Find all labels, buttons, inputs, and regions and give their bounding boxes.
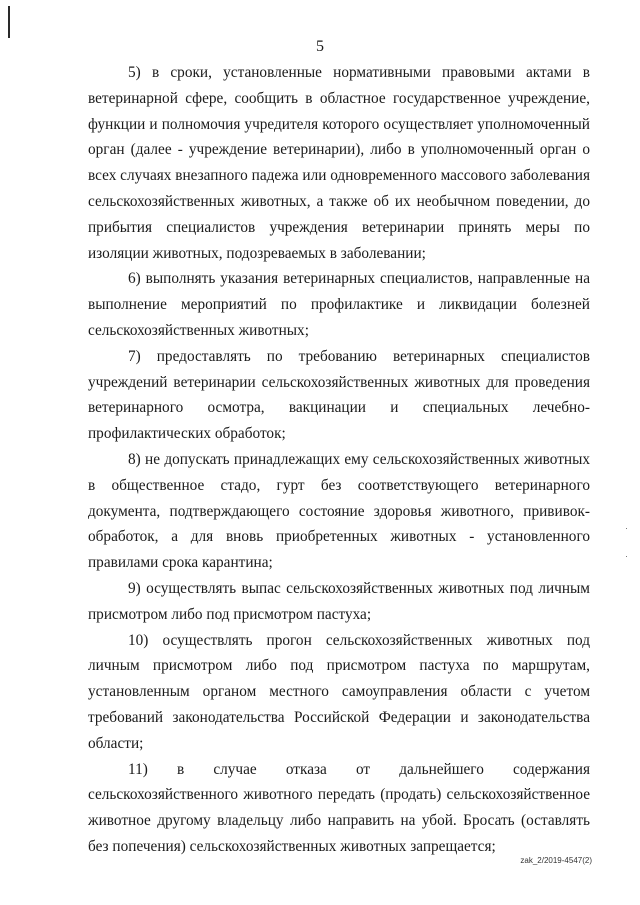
scan-speck — [626, 528, 627, 529]
scan-edge-mark — [8, 6, 10, 38]
clause-10: 10) осуществлять прогон сельскохозяйственных животных под личным присмотром либо под присмотром пастуха по маршрутам, установленным органом местного самоуправления области с учетом требований законодательства Российской Федерации и законодательства области; — [88, 631, 590, 752]
document-body — [88, 60, 590, 860]
clause-6: 6) выполнять указания ветеринарных специалистов, направленные на выполнение мероприятий по профилактике и ликвидации болезней сельскохозяйственных животных; — [88, 270, 590, 339]
clause-11: 11) в случае отказа от дальнейшего содержания сельскохозяйственного животного передать (продать) сельскохозяйственное животное другому владельцу либо направить на убой. Бросать (оставлять без попечения) сельскохозяйственных животных запрещается; — [88, 760, 590, 855]
page-number: 5 — [316, 38, 324, 55]
scan-speck — [626, 556, 627, 557]
clause-7: 7) предоставлять по требованию ветеринарных специалистов учреждений ветеринарии сельскохозяйственных животных для проведения ветеринарного осмотра, вакцинации и специальных лечебно-профилактических обработок; — [88, 347, 590, 443]
document-footer-code: zak_2/2019-4547(2) — [520, 856, 592, 865]
clause-5: 5) в сроки, установленные нормативными правовыми актами в ветеринарной сфере, сообщить в областное государственное учреждение, функции и полномочия учредителя которого осуществляет уполномоченный орган (далее - учреждение ветеринарии), либо в уполномоченный орган о всех случаях внезапного падежа или одновременного массового заболевания сельскохозяйственных животных, а также об их необычном поведении, до прибытия специалистов учреждения ветеринарии принять меры по изоляции животных, подозреваемых в заболевании; — [88, 64, 590, 262]
clause-9: 9) осуществлять выпас сельскохозяйственных животных под личным присмотром либо под присмотром пастуха; — [88, 579, 590, 623]
clause-8: 8) не допускать принадлежащих ему сельскохозяйственных животных в общественное стадо, гурт без соответствующего ветеринарного документа, подтверждающего состояние здоровья животного, прививок-обработок, а для вновь приобретенных животных - установленного правилами срока карантина; — [88, 450, 590, 572]
